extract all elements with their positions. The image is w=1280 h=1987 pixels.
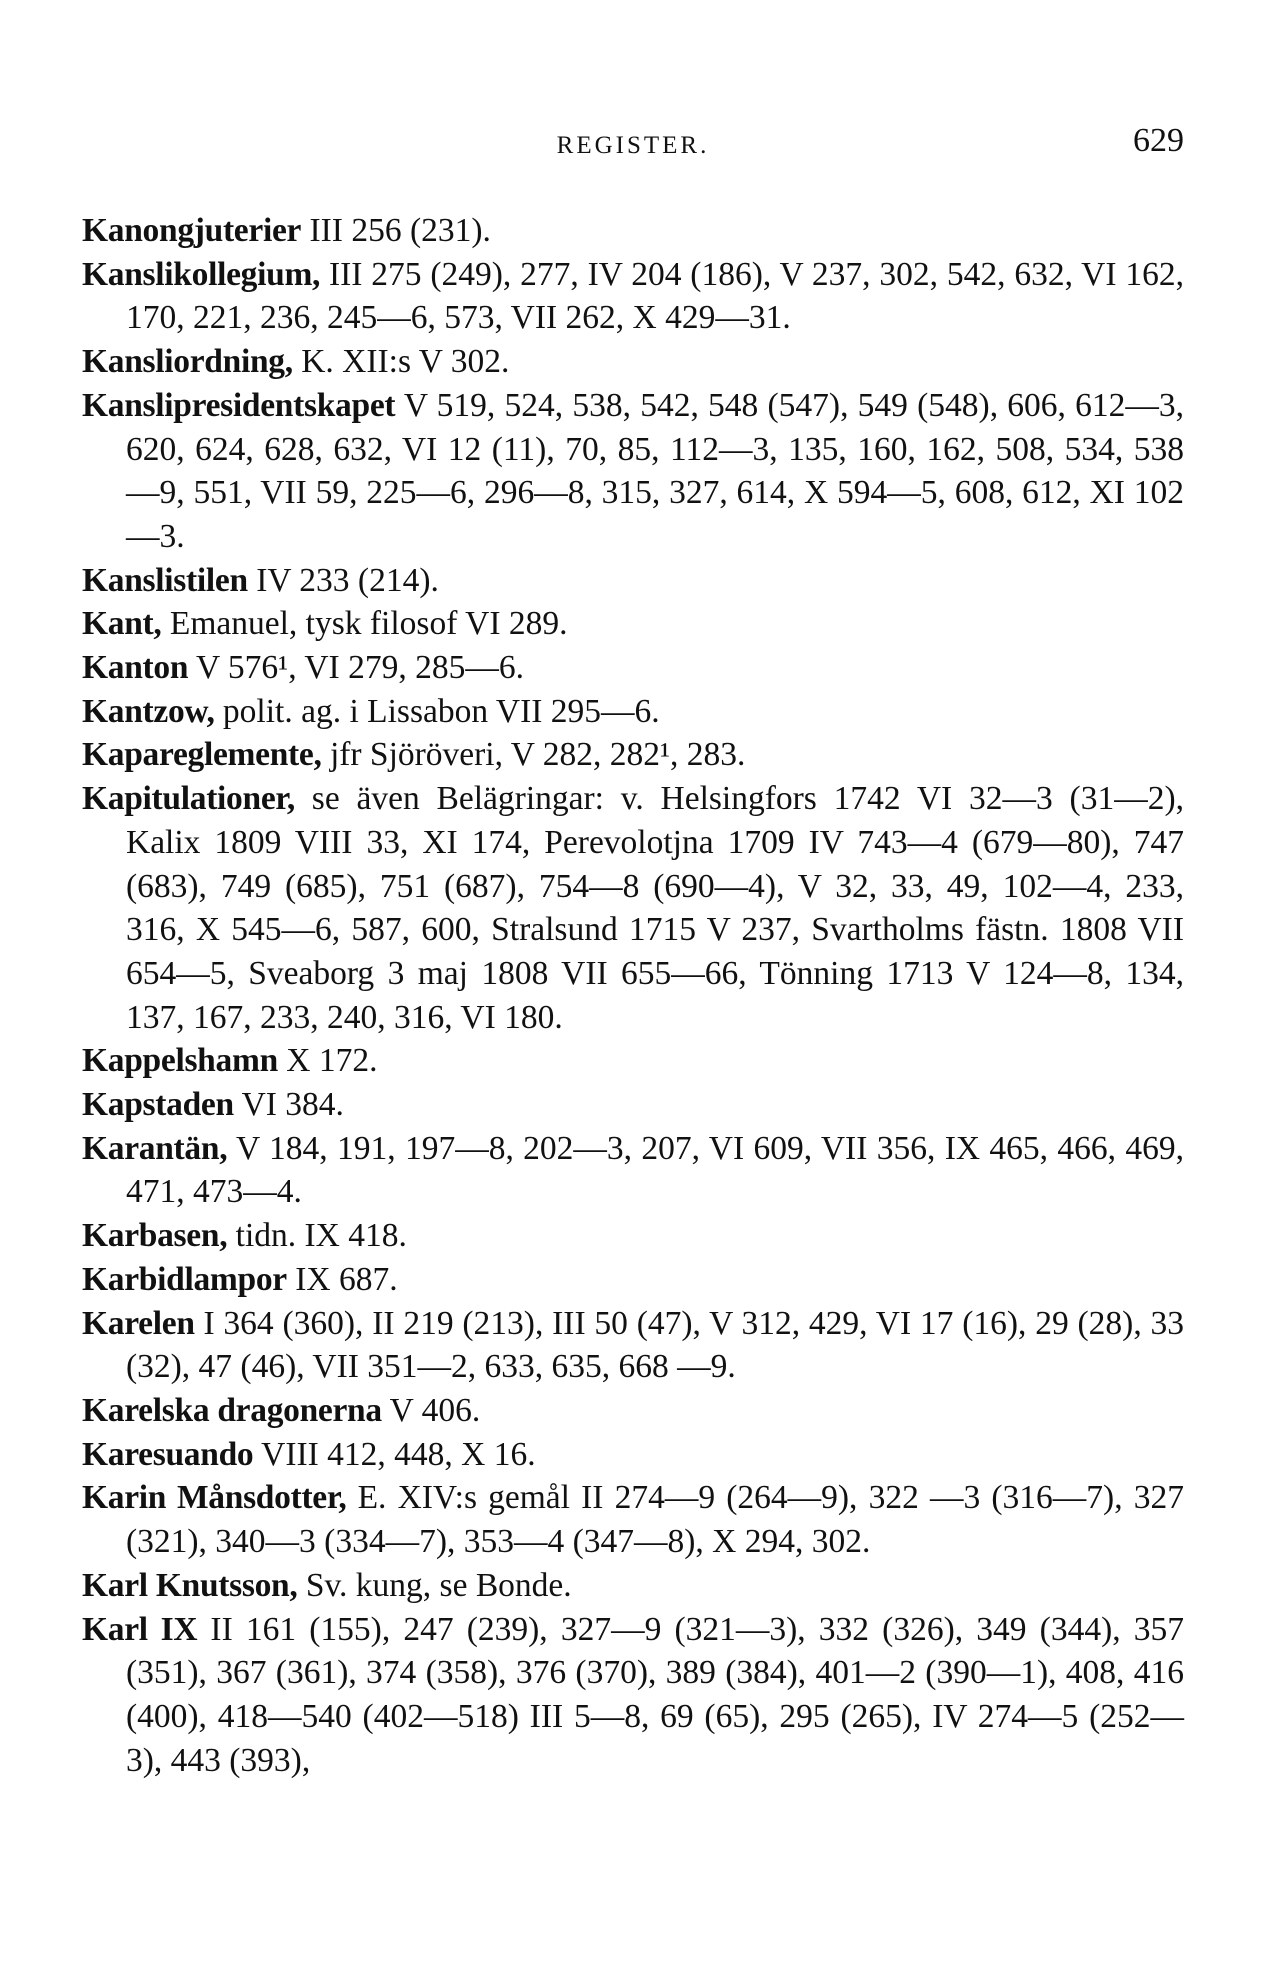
- entry-headword: Karelska dragonerna: [82, 1391, 382, 1429]
- register-entry: [82, 690, 1184, 734]
- register-entry: [82, 1564, 1184, 1608]
- entry-headword: Kappelshamn: [82, 1042, 278, 1080]
- register-entry: [82, 559, 1184, 603]
- entry-references: V 576¹, VI 279, 285—6.: [188, 649, 524, 687]
- register-entry: [82, 384, 1184, 559]
- entry-headword: Kant,: [82, 605, 162, 643]
- entry-references: VIII 412, 448, X 16.: [253, 1435, 536, 1473]
- entry-headword: Karesuando: [82, 1435, 254, 1473]
- register-entry: [82, 1389, 1184, 1433]
- entry-references: III 256 (231).: [301, 212, 491, 249]
- register-entry: [82, 253, 1184, 340]
- running-title: REGISTER.: [556, 132, 710, 159]
- register-entry: [82, 340, 1184, 384]
- entry-references: V 519, 524, 538, 542, 548 (547), 549 (548), 606, 612—3, 620, 624, 628, 632, VI 12 (11), 70, 85, 112—3, 135, 160, 162, 508, 534, 538—9, 551, VII 59, 225—6, 296—8, 315, 327, 614, X 594—5, 608, 612, XI 102—3.: [126, 386, 1184, 555]
- entry-references: I 364 (360), II 219 (213), III 50 (47), V 312, 429, VI 17 (16), 29 (28), 33 (32), 47 (46), VII 351—2, 633, 635, 668 —9.: [126, 1304, 1184, 1386]
- entry-references: polit. ag. i Lissabon VII 295—6.: [214, 692, 660, 730]
- entry-references: V 184, 191, 197—8, 202—3, 207, VI 609, VII 356, IX 465, 466, 469, 471, 473—4.: [126, 1129, 1184, 1211]
- register-entry: [82, 602, 1184, 646]
- register-entry: [82, 209, 1184, 253]
- register-entry: [82, 777, 1184, 1039]
- entry-headword: Kanongjuterier: [82, 212, 302, 249]
- entry-references: IX 687.: [286, 1260, 398, 1298]
- entry-headword: Karelen: [82, 1304, 195, 1342]
- entry-references: III 275 (249), 277, IV 204 (186), V 237, 302, 542, 632, VI 162, 170, 221, 236, 245—6, 573, VII 262, X 429—31.: [126, 255, 1184, 337]
- entry-references: X 172.: [277, 1042, 378, 1080]
- entry-headword: Kapitulationer,: [82, 780, 295, 818]
- page-header: [82, 122, 1184, 166]
- register-entry: [82, 646, 1184, 690]
- register-entry: [82, 1127, 1184, 1214]
- entry-references: VI 384.: [233, 1086, 344, 1124]
- entry-references: jfr Sjöröveri, V 282, 282¹, 283.: [321, 736, 746, 774]
- register-entry: [82, 733, 1184, 777]
- register-entry: [82, 1433, 1184, 1477]
- entry-headword: Kanslipresidentskapet: [82, 386, 396, 424]
- register-entries: [82, 209, 1184, 1782]
- entry-headword: Kansliordning,: [82, 343, 293, 381]
- entry-references: E. XIV:s gemål II 274—9 (264—9), 322 —3 (316—7), 327 (321), 340—3 (334—7), 353—4 (347—8), X 294, 302.: [126, 1479, 1184, 1561]
- entry-references: V 406.: [381, 1391, 481, 1429]
- register-entry: [82, 1083, 1184, 1127]
- entry-references: se även Belägringar: v. Helsingfors 1742 VI 32—3 (31—2), Kalix 1809 VIII 33, XI 174, Perevolotjna 1709 IV 743—4 (679—80), 747 (683), 749 (685), 751 (687), 754—8 (690—4), V 32, 33, 49, 102—4, 233, 316, X 545—6, 587, 600, Stralsund 1715 V 237, Svartholms fästn. 1808 VII 654—5, Sveaborg 3 maj 1808 VII 655—66, Tönning 1713 V 124—8, 134, 137, 167, 233, 240, 316, VI 180.: [126, 780, 1184, 1036]
- register-entry: [82, 1258, 1184, 1302]
- register-entry: [82, 1608, 1184, 1783]
- entry-headword: Karbasen,: [82, 1217, 228, 1255]
- entry-headword: Kantzow,: [82, 692, 215, 730]
- register-entry: [82, 1302, 1184, 1389]
- entry-headword: Karl IX: [82, 1610, 198, 1648]
- entry-headword: Kanton: [82, 649, 189, 687]
- entry-headword: Karantän,: [82, 1129, 228, 1167]
- entry-headword: Kapstaden: [82, 1086, 234, 1124]
- entry-references: Emanuel, tysk filosof VI 289.: [161, 605, 568, 643]
- entry-headword: Kanslikollegium,: [82, 255, 321, 293]
- entry-references: K. XII:s V 302.: [292, 343, 510, 381]
- entry-headword: Karin Månsdotter,: [82, 1479, 347, 1517]
- register-entry: [82, 1039, 1184, 1083]
- entry-headword: Kanslistilen: [82, 561, 248, 599]
- page-number: 629: [1133, 122, 1184, 159]
- entry-references: II 161 (155), 247 (239), 327—9 (321—3), 332 (326), 349 (344), 357 (351), 367 (361), 374 (358), 376 (370), 389 (384), 401—2 (390—1), 408, 416 (400), 418—540 (402—518) III 5—8, 69 (65), 295 (265), IV 274—5 (252—3), 443 (393),: [126, 1610, 1184, 1779]
- entry-references: Sv. kung, se Bonde.: [297, 1566, 572, 1604]
- entry-headword: Karbidlampor: [82, 1260, 287, 1298]
- entry-headword: Karl Knutsson,: [82, 1566, 298, 1604]
- register-entry: [82, 1476, 1184, 1563]
- register-entry: [82, 1214, 1184, 1258]
- entry-references: tidn. IX 418.: [227, 1217, 407, 1255]
- entry-references: IV 233 (214).: [247, 561, 439, 599]
- entry-headword: Kapareglemente,: [82, 736, 322, 774]
